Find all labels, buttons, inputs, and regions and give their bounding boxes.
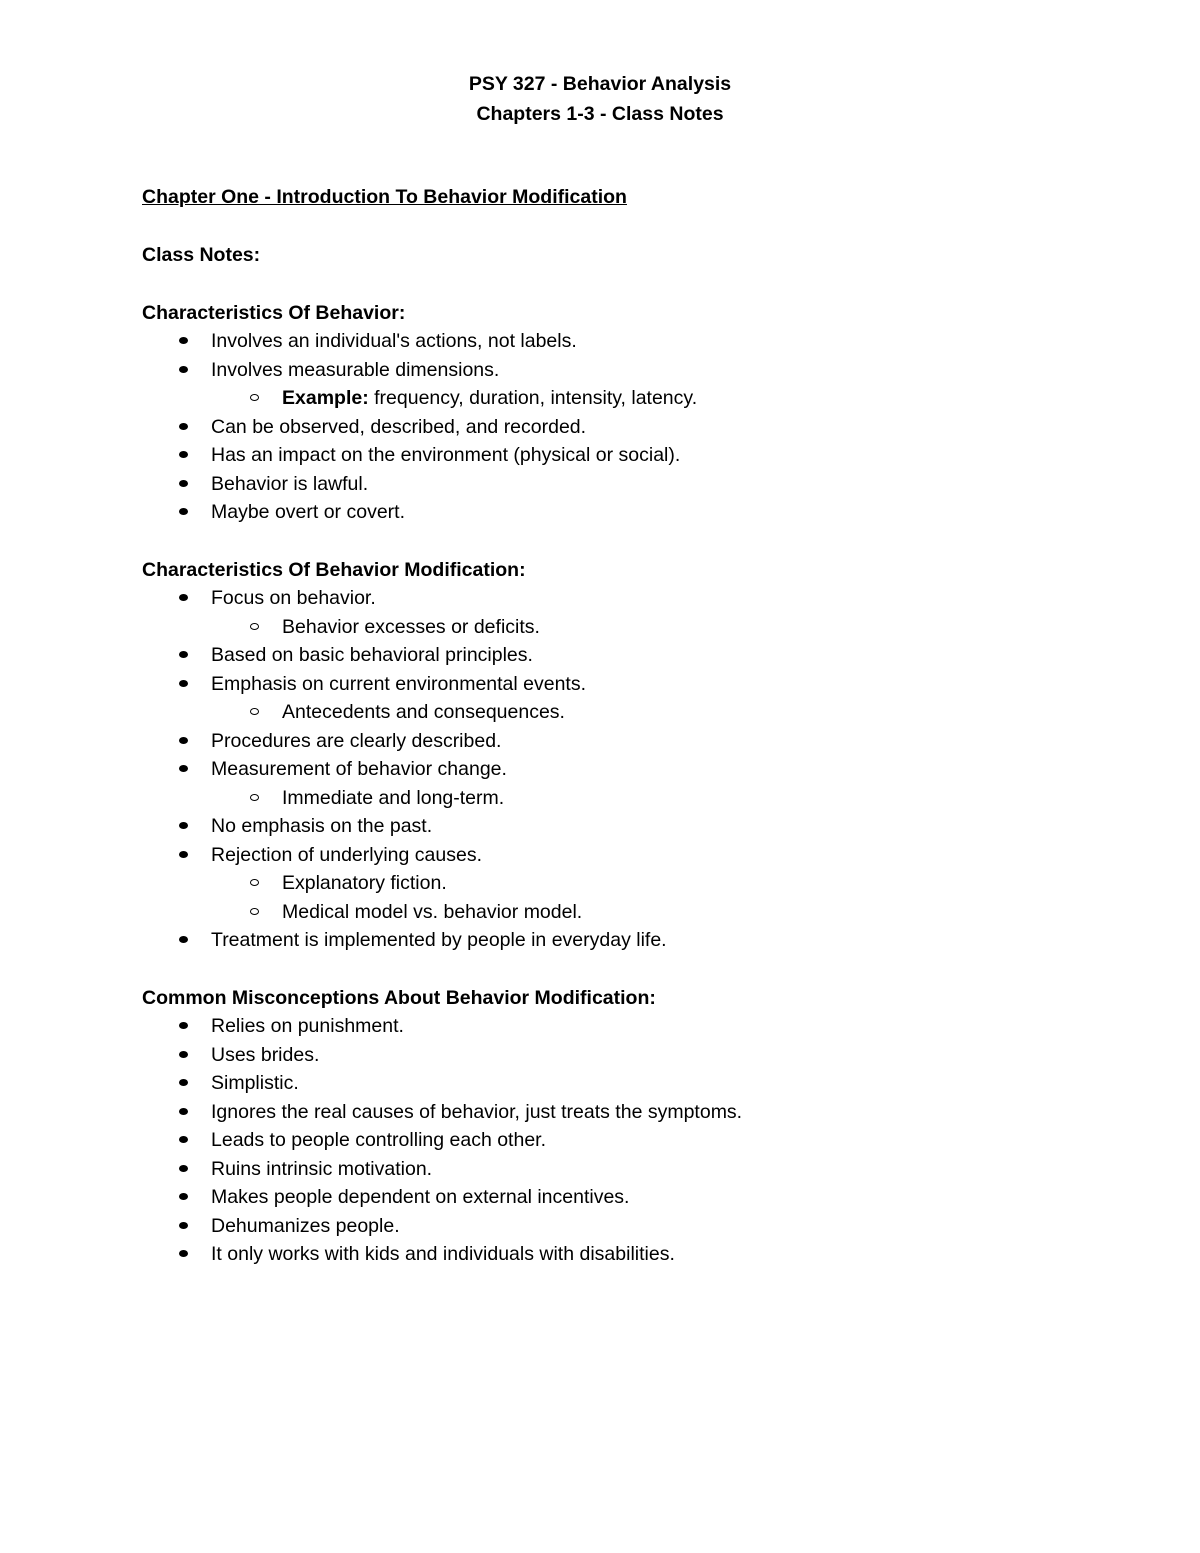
document-subtitle: Chapters 1-3 - Class Notes [476,103,724,125]
list-item: It only works with kids and individuals with disabilities. [142,1240,1142,1269]
list-subitem: Medical model vs. behavior model. [142,898,1142,927]
list-item: Uses brides. [142,1041,1142,1070]
list-item: Ignores the real causes of behavior, just treats the symptoms. [142,1098,1142,1127]
modification-sublist-emphasis [142,698,1142,727]
modification-list-continued [142,812,1142,869]
list-item: Has an impact on the environment (physical or social). [142,441,1142,470]
list-item: Maybe overt or covert. [142,498,1142,527]
list-item: Rejection of underlying causes. [142,841,1142,870]
list-item: Simplistic. [142,1069,1142,1098]
list-item: Behavior is lawful. [142,470,1142,499]
behavior-sublist [142,384,1142,413]
class-notes-label: Class Notes: [142,244,261,266]
document-body [142,183,1142,1269]
example-label: Example: [282,387,369,409]
list-item: No emphasis on the past. [142,812,1142,841]
list-item: Treatment is implemented by people in everyday life. [142,926,1142,955]
behavior-list-continued [142,413,1142,527]
list-item: Involves measurable dimensions. [142,356,1142,385]
modification-sublist-rejection [142,869,1142,926]
list-subitem: Immediate and long-term. [142,784,1142,813]
chapter-heading: Chapter One - Introduction To Behavior Modification [142,186,627,208]
modification-list-continued [142,926,1142,955]
modification-list-continued [142,641,1142,698]
behavior-list [142,327,1142,384]
list-subitem: Behavior excesses or deficits. [142,613,1142,642]
modification-sublist-measurement [142,784,1142,813]
list-item: Relies on punishment. [142,1012,1142,1041]
list-item: Dehumanizes people. [142,1212,1142,1241]
example-text: frequency, duration, intensity, latency. [368,387,698,409]
list-item: Ruins intrinsic motivation. [142,1155,1142,1184]
list-item: Leads to people controlling each other. [142,1126,1142,1155]
title-block [0,69,1200,129]
modification-list [142,584,1142,613]
list-item: Makes people dependent on external incentives. [142,1183,1142,1212]
list-item: Can be observed, described, and recorded. [142,413,1142,442]
list-subitem: Antecedents and consequences. [142,698,1142,727]
section-heading-misconceptions: Common Misconceptions About Behavior Modification: [142,986,656,1009]
list-subitem: Explanatory fiction. [142,869,1142,898]
list-item: Measurement of behavior change. [142,755,1142,784]
misconceptions-list [142,1012,1142,1269]
list-subitem-example [142,384,1142,413]
section-heading-behavior: Characteristics Of Behavior: [142,301,406,324]
list-item: Focus on behavior. [142,584,1142,613]
modification-sublist-focus [142,613,1142,642]
list-item: Based on basic behavioral principles. [142,641,1142,670]
list-item: Procedures are clearly described. [142,727,1142,756]
document-title: PSY 327 - Behavior Analysis [468,73,732,95]
list-item: Involves an individual's actions, not labels. [142,327,1142,356]
section-heading-modification: Characteristics Of Behavior Modification: [142,558,526,581]
list-item: Emphasis on current environmental events. [142,670,1142,699]
modification-list-continued [142,727,1142,784]
